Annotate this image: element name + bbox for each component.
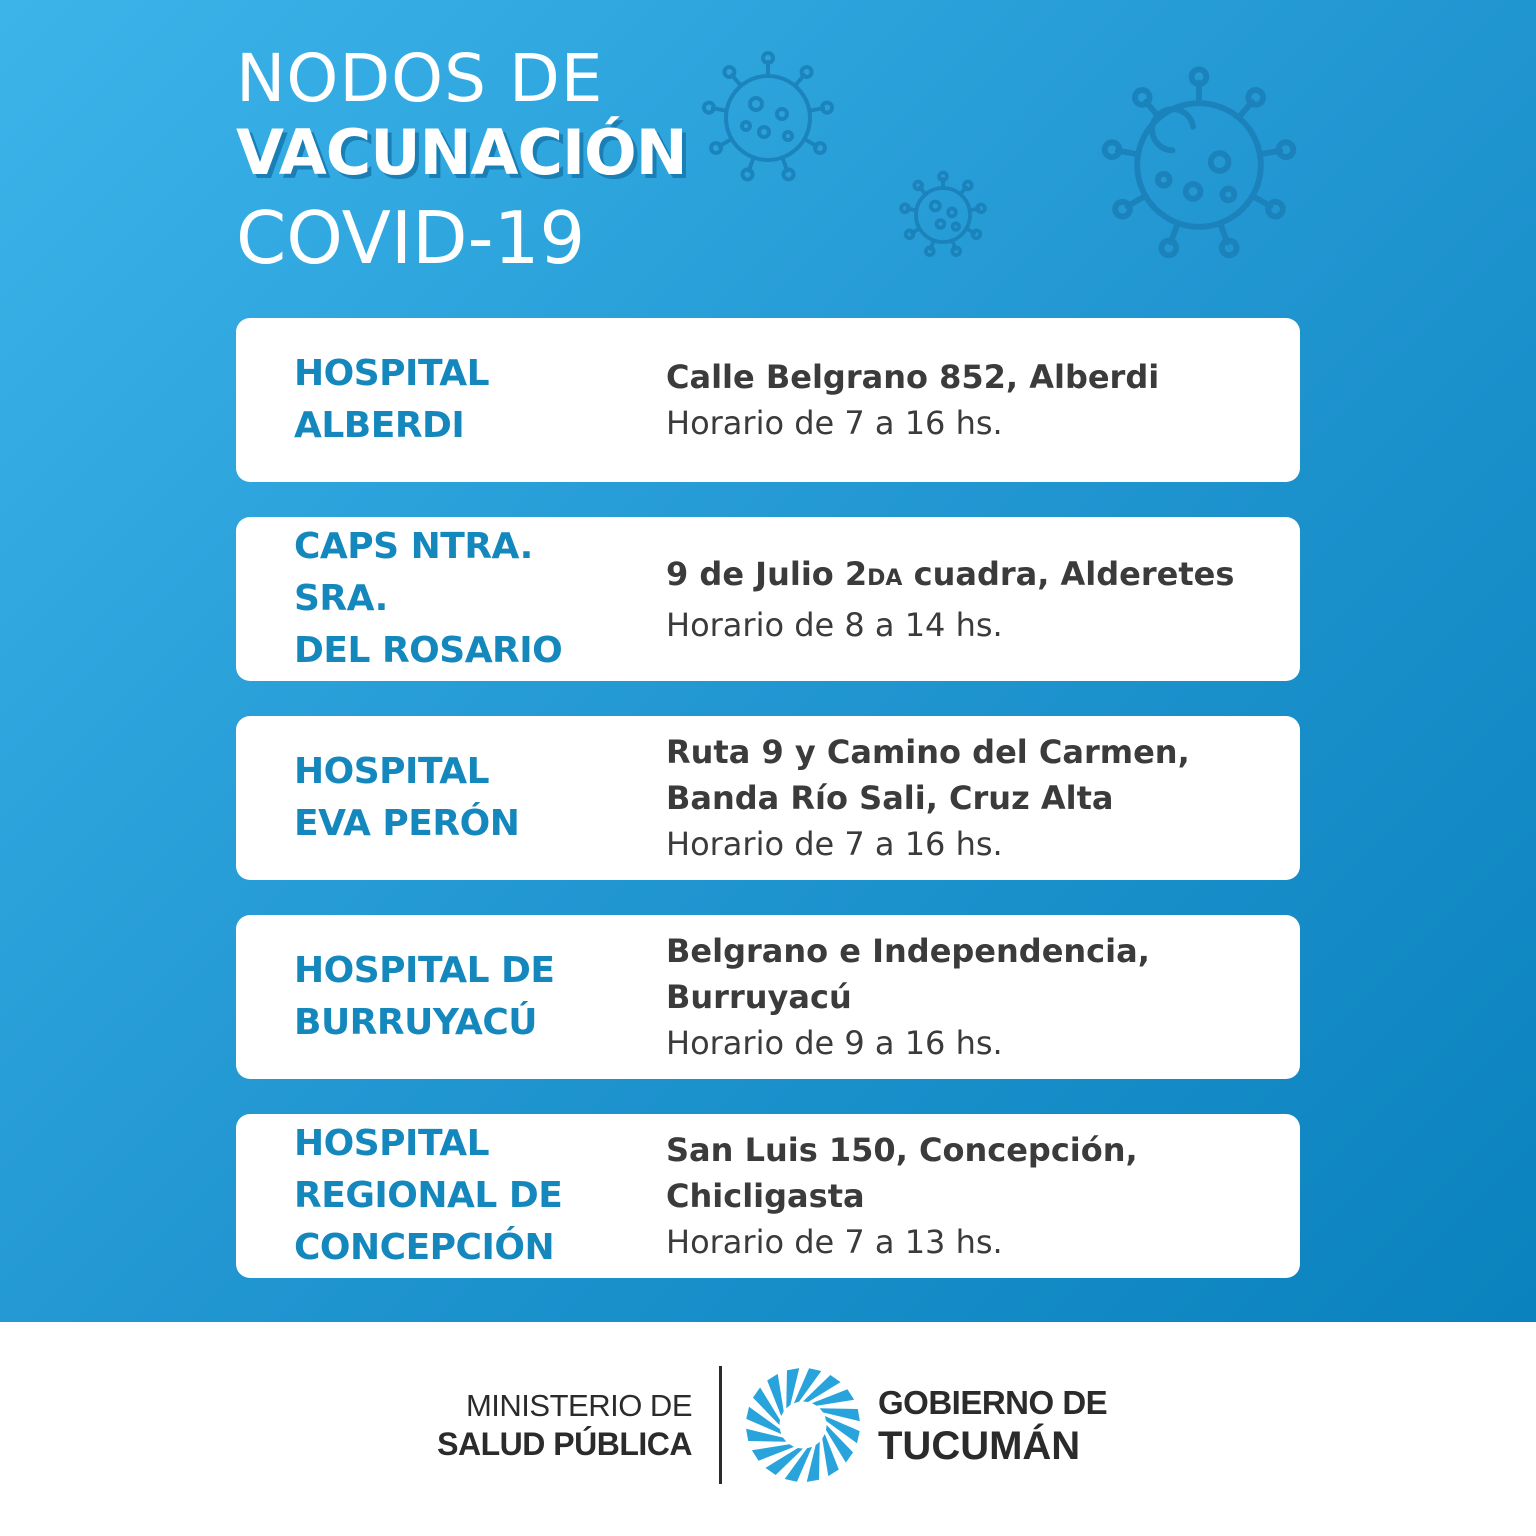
node-address: Ruta 9 y Camino del Carmen, xyxy=(666,733,1190,771)
node-address: Chicligasta xyxy=(666,1177,865,1215)
node-hours: Horario de 8 a 14 hs. xyxy=(666,605,1003,644)
node-hours: Horario de 7 a 13 hs. xyxy=(666,1223,1003,1261)
node-name-line: CONCEPCIÓN xyxy=(294,1227,555,1268)
ministry-line-2: SALUD PÚBLICA xyxy=(437,1426,692,1462)
node-name-line: EVA PERÓN xyxy=(294,803,520,844)
node-address: San Luis 150, Concepción, xyxy=(666,1131,1138,1169)
node-name-line: DEL ROSARIO xyxy=(294,630,563,671)
node-name xyxy=(294,1114,634,1278)
node-hours: Horario de 7 a 16 hs. xyxy=(666,404,1003,442)
logo-ray xyxy=(807,1442,820,1482)
node-name xyxy=(294,517,634,681)
node-card xyxy=(236,318,1300,482)
node-address: Belgrano e Independencia, xyxy=(666,932,1150,970)
title-line-2: VACUNACIÓN xyxy=(236,116,687,189)
footer-divider xyxy=(719,1366,722,1484)
node-name-line: BURRUYACÚ xyxy=(294,1002,537,1043)
logo-ray xyxy=(820,1408,860,1421)
node-name-line: CAPS NTRA. SRA. xyxy=(294,526,533,619)
node-info xyxy=(666,1114,1280,1278)
government-line-2: TUCUMÁN xyxy=(878,1424,1081,1468)
node-address-ordinal: DA xyxy=(867,565,903,591)
node-name xyxy=(294,915,634,1079)
node-name-line: HOSPITAL xyxy=(294,1123,490,1164)
gobierno-tucuman-logo-icon xyxy=(744,1366,862,1484)
node-address xyxy=(666,551,1280,602)
node-address: Banda Río Sali, Cruz Alta xyxy=(666,779,1114,817)
node-name-line: HOSPITAL xyxy=(294,353,490,394)
node-info xyxy=(666,716,1280,880)
node-info xyxy=(666,915,1280,1079)
node-hours: Horario de 9 a 16 hs. xyxy=(666,1024,1003,1062)
logo-ray xyxy=(746,1429,786,1442)
virus-icon xyxy=(898,170,988,260)
virus-icon xyxy=(1096,62,1302,268)
node-name-line: HOSPITAL DE xyxy=(294,950,555,991)
virus-icon xyxy=(698,48,838,188)
node-card xyxy=(236,1114,1300,1278)
node-info xyxy=(666,517,1280,681)
node-name xyxy=(294,716,634,880)
node-info xyxy=(666,318,1280,482)
node-card xyxy=(236,716,1300,880)
node-card xyxy=(236,915,1300,1079)
node-name-line: ALBERDI xyxy=(294,405,465,446)
node-hours: Horario de 7 a 16 hs. xyxy=(666,825,1003,863)
ministry-line-1: MINISTERIO DE xyxy=(465,1388,692,1423)
title-line-1: NODOS DE xyxy=(236,40,604,117)
node-address: Burruyacú xyxy=(666,978,852,1016)
title-line-3: COVID-19 xyxy=(236,196,586,280)
node-name xyxy=(294,318,634,482)
government-line-1: GOBIERNO DE xyxy=(878,1384,1108,1421)
node-name-line: REGIONAL DE xyxy=(294,1175,563,1216)
node-card xyxy=(236,517,1300,681)
node-name-line: HOSPITAL xyxy=(294,751,490,792)
node-address: Calle Belgrano 852, Alberdi xyxy=(666,358,1160,396)
logo-ray xyxy=(786,1368,799,1408)
node-address-part: 9 de Julio 2 xyxy=(666,554,868,593)
node-address-part: cuadra, Alderetes xyxy=(902,554,1235,593)
